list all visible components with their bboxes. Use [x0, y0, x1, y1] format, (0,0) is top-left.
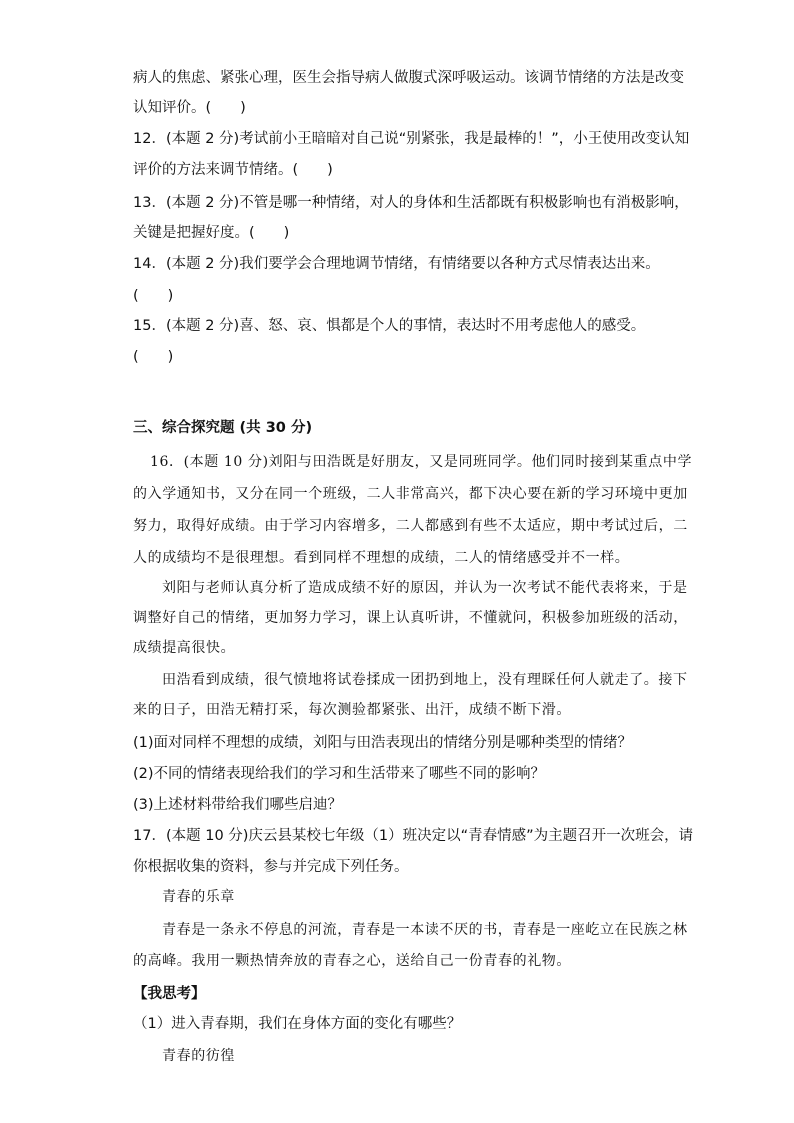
q16-subquestion-2: (2)不同的情绪表现给我们的学习和生活带来了哪些不同的影响？	[133, 766, 546, 782]
q14-text-line1: 14．(本题 2 分)我们要学会合理地调节情绪，有情绪要以各种方式尽情表达出来。	[133, 256, 660, 272]
q14-answer-blank: ( )	[133, 288, 174, 304]
q11-text-line1: 病人的焦虑、紧张心理，医生会指导病人做腹式深呼吸运动。该调节情绪的方法是改变	[133, 70, 684, 86]
q16-material-line3: 努力，取得好成绩。由于学习内容增多，二人都感到有些不太适应，期中考试过后，二	[133, 518, 688, 534]
q15-text-line1: 15．(本题 2 分)喜、怒、哀、惧都是个人的事情，表达时不用考虑他人的感受。	[133, 318, 646, 334]
q13-text-line2: 关键是把握好度。( )	[133, 225, 290, 241]
q16-subquestion-1: (1)面对同样不理想的成绩，刘阳与田浩表现出的情绪分别是哪种类型的情绪？	[133, 735, 633, 751]
q17-text-line1: 17．(本题 10 分)庆云县某校七年级（1）班决定以“青春情感”为主题召开一次班会，请	[133, 828, 694, 844]
q16-material-line6: 调整好自己的情绪，更加努力学习，课上认真听讲，不懂就问，积极参加班级的活动，	[133, 610, 688, 626]
q17-think-heading: 【我思考】	[133, 986, 206, 1002]
q17-subquestion-1: （1）进入青春期，我们在身体方面的变化有哪些？	[133, 1016, 462, 1032]
q16-material-line7: 成绩提高很快。	[133, 640, 236, 656]
q16-material-line5: 刘阳与老师认真分析了造成成绩不好的原因，并认为一次考试不能代表将来，于是	[162, 580, 688, 596]
q16-material-line4: 人的成绩均不是很理想。看到同样不理想的成绩，二人的情绪感受并不一样。	[133, 550, 630, 566]
q16-material-line9: 来的日子，田浩无精打采，每次测验都紧张、出汗，成绩不断下滑。	[133, 702, 571, 718]
q12-text-line2: 评价的方法来调节情绪。( )	[133, 162, 333, 178]
q16-material-line1: 16．(本题 10 分)刘阳与田浩既是好朋友，又是同班同学。他们同时接到某重点中学	[150, 454, 693, 470]
q15-answer-blank: ( )	[133, 349, 174, 365]
q16-material-line8: 田浩看到成绩，很气愤地将试卷揉成一团扔到地上，没有理睬任何人就走了。接下	[162, 672, 688, 688]
q16-material-line2: 的入学通知书，又分在同一个班级，二人非常高兴，都下决心要在新的学习环境中更加	[133, 486, 688, 502]
q17-text-line2: 你根据收集的资料，参与并完成下列任务。	[133, 859, 409, 875]
q17-material-line1: 青春是一条永不停息的河流，青春是一本读不厌的书，青春是一座屹立在民族之林	[162, 922, 688, 938]
section-title: 三、综合探究题 (共 30 分)	[133, 420, 313, 436]
q16-subquestion-3: (3)上述材料带给我们哪些启迪？	[133, 797, 343, 813]
q12-text-line1: 12．(本题 2 分)考试前小王暗暗对自己说“别紧张，我是最棒的！”，小王使用改变认知	[133, 131, 690, 147]
q17-material-line2: 的高峰。我用一颗热情奔放的青春之心，送给自己一份青春的礼物。	[133, 953, 571, 969]
q13-text-line1: 13．(本题 2 分)不管是哪一种情绪，对人的身体和生活都既有积极影响也有消极影响，	[133, 195, 689, 211]
q17-subheading-music: 青春的乐章	[162, 889, 235, 905]
q17-subheading-wander: 青春的彷徨	[162, 1048, 235, 1064]
q11-text-line2: 认知评价。( )	[133, 100, 246, 116]
